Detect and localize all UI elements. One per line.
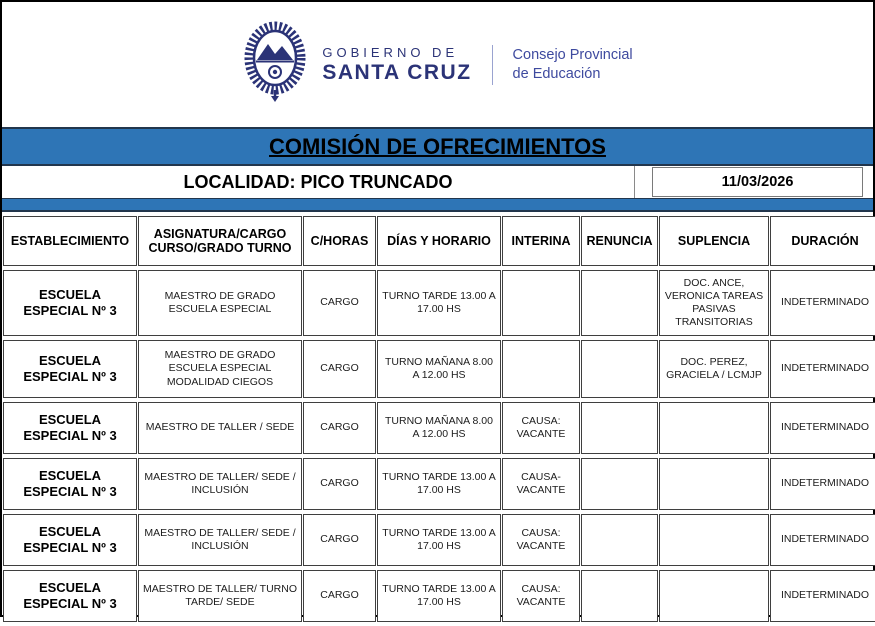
table-cell: INDETERMINADO <box>770 458 875 510</box>
table-cell: MAESTRO DE TALLER / SEDE <box>138 402 302 454</box>
table-row <box>3 458 875 510</box>
santa-cruz-text: SANTA CRUZ <box>322 60 472 84</box>
page-title: COMISIÓN DE OFRECIMIENTOS <box>269 133 606 159</box>
header-row <box>3 216 875 266</box>
consejo-line-1: Consejo Provincial <box>512 47 633 64</box>
table-cell <box>502 270 580 336</box>
table-cell <box>581 402 658 454</box>
date-value: 11/03/2026 <box>721 174 794 190</box>
table-cell: TURNO MAÑANA 8.00 A 12.00 HS <box>377 402 501 454</box>
table-cell: ESCUELA ESPECIAL Nº 3 <box>3 340 137 398</box>
government-header <box>2 2 873 127</box>
col-header-dias-horario: DÍAS Y HORARIO <box>377 216 501 266</box>
table-cell: TURNO MAÑANA 8.00 A 12.00 HS <box>377 340 501 398</box>
table-cell: MAESTRO DE GRADO ESCUELA ESPECIAL <box>138 270 302 336</box>
table-cell: CAUSA: VACANTE <box>502 570 580 622</box>
table-cell: CARGO <box>303 514 376 566</box>
table-cell: TURNO TARDE 13.00 A 17.00 HS <box>377 514 501 566</box>
table-cell: CARGO <box>303 570 376 622</box>
table-cell <box>502 340 580 398</box>
offers-table-body <box>3 270 875 622</box>
date-cell <box>652 167 863 197</box>
government-wordmark <box>322 45 471 85</box>
col-header-renuncia: RENUNCIA <box>581 216 658 266</box>
table-cell: CARGO <box>303 402 376 454</box>
col-header-duracion: DURACIÓN <box>770 216 875 266</box>
logo-divider <box>492 45 493 85</box>
offers-table <box>2 212 875 626</box>
table-cell: ESCUELA ESPECIAL Nº 3 <box>3 458 137 510</box>
table-cell: INDETERMINADO <box>770 570 875 622</box>
consejo-line-2: de Educación <box>512 65 601 82</box>
table-cell <box>581 570 658 622</box>
table-row <box>3 340 875 398</box>
table-cell: TURNO TARDE 13.00 A 17.00 HS <box>377 270 501 336</box>
col-header-establecimiento: ESTABLECIMIENTO <box>3 216 137 266</box>
table-cell: ESCUELA ESPECIAL Nº 3 <box>3 402 137 454</box>
table-cell: CARGO <box>303 458 376 510</box>
table-cell: MAESTRO DE TALLER/ SEDE / INCLUSIÓN <box>138 514 302 566</box>
table-cell <box>581 458 658 510</box>
table-cell: INDETERMINADO <box>770 270 875 336</box>
gobierno-de-text: GOBIERNO DE <box>322 44 459 60</box>
table-cell: ESCUELA ESPECIAL Nº 3 <box>3 514 137 566</box>
localidad-row <box>2 166 873 198</box>
table-cell: CARGO <box>303 340 376 398</box>
col-header-asignatura: ASIGNATURA/CARGO CURSO/GRADO TURNO <box>138 216 302 266</box>
col-header-choras: C/HORAS <box>303 216 376 266</box>
table-cell: DOC. PEREZ, GRACIELA / LCMJP <box>659 340 769 398</box>
table-cell: CARGO <box>303 270 376 336</box>
table-cell <box>581 514 658 566</box>
consejo-provincial-text <box>513 46 633 82</box>
table-cell <box>581 340 658 398</box>
localidad-label: LOCALIDAD: PICO TRUNCADO <box>183 171 453 192</box>
table-cell <box>581 270 658 336</box>
table-cell: INDETERMINADO <box>770 514 875 566</box>
table-cell <box>659 458 769 510</box>
table-cell: TURNO TARDE 13.00 A 17.00 HS <box>377 458 501 510</box>
table-row <box>3 270 875 336</box>
table-cell: ESCUELA ESPECIAL Nº 3 <box>3 270 137 336</box>
table-cell: MAESTRO DE TALLER/ TURNO TARDE/ SEDE <box>138 570 302 622</box>
table-cell: CAUSA: VACANTE <box>502 514 580 566</box>
table-cell: INDETERMINADO <box>770 402 875 454</box>
table-cell: INDETERMINADO <box>770 340 875 398</box>
col-header-suplencia: SUPLENCIA <box>659 216 769 266</box>
table-cell: CAUSA- VACANTE <box>502 458 580 510</box>
blue-separator-strip <box>2 198 873 212</box>
santa-cruz-coat-of-arms-icon <box>242 20 308 109</box>
col-header-interina: INTERINA <box>502 216 580 266</box>
table-row <box>3 570 875 622</box>
table-cell <box>659 570 769 622</box>
localidad-cell <box>2 166 635 198</box>
table-cell: MAESTRO DE GRADO ESCUELA ESPECIAL MODALIDAD CIEGOS <box>138 340 302 398</box>
table-cell: TURNO TARDE 13.00 A 17.00 HS <box>377 570 501 622</box>
table-row <box>3 514 875 566</box>
table-cell: ESCUELA ESPECIAL Nº 3 <box>3 570 137 622</box>
table-cell: CAUSA: VACANTE <box>502 402 580 454</box>
title-banner <box>2 127 873 166</box>
table-cell <box>659 514 769 566</box>
table-row <box>3 402 875 454</box>
table-cell: DOC. ANCE, VERONICA TAREAS PASIVAS TRANSITORIAS <box>659 270 769 336</box>
offers-table-header <box>3 216 875 266</box>
table-cell <box>659 402 769 454</box>
table-cell: MAESTRO DE TALLER/ SEDE / INCLUSIÓN <box>138 458 302 510</box>
